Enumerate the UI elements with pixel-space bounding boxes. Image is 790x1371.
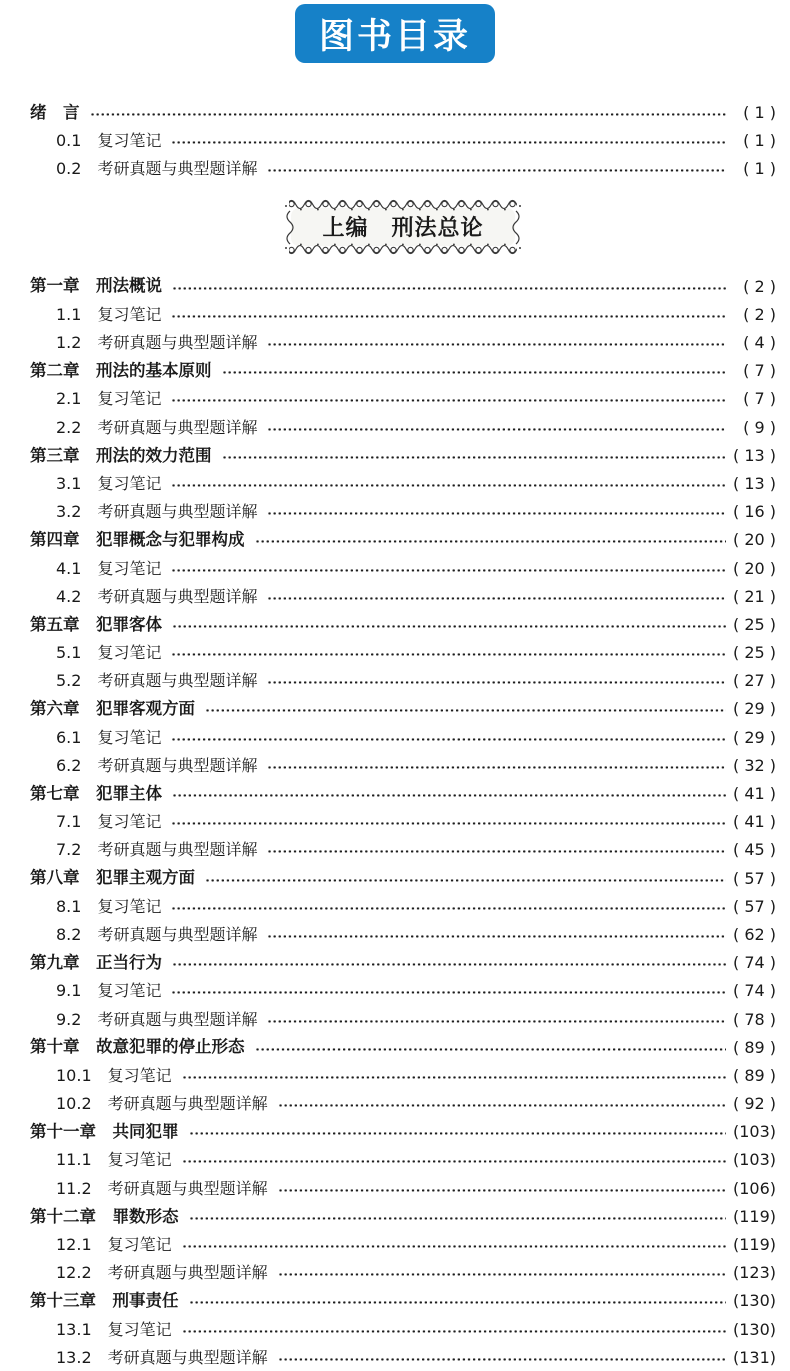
toc-entry [30,554,776,582]
toc-entry-label: 12.2 考研真题与典型题详解 [56,1263,268,1283]
dot-leader [267,596,726,601]
toc-entry [30,1259,776,1287]
dot-leader [267,680,726,685]
toc-entry-label: 13.1 复习笔记 [56,1319,172,1339]
toc-entry [30,414,776,442]
toc-entry [30,667,776,695]
toc-entry-page: ( 7 ) [743,389,776,409]
toc-entry-page: ( 62 ) [732,924,776,944]
toc-entry-label: 10.1 复习笔记 [56,1065,172,1085]
toc-entry [30,1231,776,1259]
toc-entry-label: 8.2 考研真题与典型题详解 [56,924,258,944]
toc-entry-label: 第七章 犯罪主体 [30,783,162,803]
toc-entry-page: ( 4 ) [743,333,776,353]
toc-entry [30,780,776,808]
toc-entry-page: ( 25 ) [732,614,776,634]
dot-leader [255,539,727,544]
toc-entry [30,921,776,949]
toc-entry-label: 2.1 复习笔记 [56,389,162,409]
toc-entry-label: 第三章 刑法的效力范围 [30,445,212,465]
dot-leader [171,906,726,911]
toc-entry [30,357,776,385]
toc-entry [30,1005,776,1033]
toc-entry-label: 11.2 考研真题与典型题详解 [56,1178,268,1198]
dot-leader [267,168,726,173]
toc-entry-page: ( 57 ) [732,896,776,916]
part-divider-frame [283,198,523,256]
dot-leader [255,1047,727,1052]
toc-entry [30,1090,776,1118]
toc-entry-page: ( 13 ) [732,445,776,465]
toc-entry [30,752,776,780]
toc-entry-page: ( 57 ) [732,868,776,888]
toc-entry-page: (131) [732,1347,776,1367]
dot-leader [172,793,726,798]
toc-entry-label: 3.1 复习笔记 [56,473,162,493]
dot-leader [171,398,726,403]
dot-leader [172,962,726,967]
toc-entry-page: (103) [732,1150,776,1170]
toc-entry-label: 7.2 考研真题与典型题详解 [56,840,258,860]
toc-entry [30,301,776,329]
toc-entry-label: 5.1 复习笔记 [56,643,162,663]
toc-entry-label: 第八章 犯罪主观方面 [30,868,195,888]
toc-entry [30,977,776,1005]
toc-entry-page: (103) [732,1122,776,1142]
toc-list [30,99,776,1371]
toc-entry-page: ( 78 ) [732,1009,776,1029]
toc-entry [30,949,776,977]
dot-leader [172,624,726,629]
toc-entry [30,1175,776,1203]
dot-leader [267,934,726,939]
catalog-header [295,4,495,63]
toc-entry [30,808,776,836]
dot-leader [189,1131,727,1136]
catalog-header-wrap [0,0,790,63]
dot-leader [172,286,726,291]
toc-entry-page: ( 1 ) [743,131,776,151]
toc-entry [30,695,776,723]
dot-leader [267,765,726,770]
toc-entry-page: (119) [732,1235,776,1255]
dot-leader [171,990,726,995]
dot-leader [267,511,726,516]
toc-entry-page: ( 92 ) [732,1094,776,1114]
toc-entry [30,1062,776,1090]
toc-entry-page: ( 89 ) [732,1037,776,1057]
dot-leader [222,370,727,375]
toc-entry-label: 第九章 正当行为 [30,952,162,972]
toc-entry [30,442,776,470]
toc-entry [30,526,776,554]
toc-entry [30,893,776,921]
dot-leader [222,455,727,460]
dot-leader [278,1357,726,1362]
toc-entry-page: ( 13 ) [732,473,776,493]
toc-entry-label: 第十三章 刑事责任 [30,1291,179,1311]
toc-entry [30,273,776,301]
dot-leader [267,342,726,347]
dot-leader [182,1159,726,1164]
dot-leader [267,849,726,854]
dot-leader [171,314,726,319]
toc-entry-page: ( 2 ) [743,276,776,296]
toc-entry-page: ( 32 ) [732,755,776,775]
toc-entry-label: 12.1 复习笔记 [56,1235,172,1255]
toc-entry-label: 第四章 犯罪概念与犯罪构成 [30,530,245,550]
dot-leader [205,878,726,883]
toc-entry [30,639,776,667]
toc-entry-label: 第十一章 共同犯罪 [30,1122,179,1142]
toc-entry-label: 9.1 复习笔记 [56,981,162,1001]
toc-entry [30,865,776,893]
toc-entry-label: 10.2 考研真题与典型题详解 [56,1094,268,1114]
dot-leader [182,1329,726,1334]
toc-entry-label: 13.2 考研真题与典型题详解 [56,1347,268,1367]
toc-entry [30,329,776,357]
toc-entry-label: 绪 言 [30,102,80,122]
toc-entry-page: ( 21 ) [732,586,776,606]
toc-entry-label: 第十二章 罪数形态 [30,1206,179,1226]
dot-leader [278,1188,726,1193]
toc-entry-label: 6.1 复习笔记 [56,727,162,747]
toc-entry-page: ( 74 ) [732,981,776,1001]
toc-entry-label: 11.1 复习笔记 [56,1150,172,1170]
toc-entry-label: 2.2 考研真题与典型题详解 [56,417,258,437]
toc-entry [30,1316,776,1344]
toc-entry-page: (130) [732,1319,776,1339]
toc-entry [30,385,776,413]
toc-entry [30,470,776,498]
toc-entry-label: 第十章 故意犯罪的停止形态 [30,1037,245,1057]
dot-leader [182,1244,726,1249]
toc-entry-page: (130) [732,1291,776,1311]
dot-leader [278,1103,726,1108]
dot-leader [171,483,726,488]
toc-entry [30,99,776,127]
toc-entry-page: ( 2 ) [743,304,776,324]
dot-leader [189,1300,727,1305]
toc-entry-label: 4.1 复习笔记 [56,558,162,578]
toc-entry-label: 第一章 刑法概说 [30,276,162,296]
toc-entry [30,583,776,611]
toc-entry-page: ( 1 ) [743,103,776,123]
dot-leader [171,140,726,145]
toc-entry-label: 0.2 考研真题与典型题详解 [56,159,258,179]
toc-entry-label: 7.1 复习笔记 [56,812,162,832]
toc-entry-page: ( 29 ) [732,699,776,719]
part-divider [30,198,776,256]
toc-entry [30,611,776,639]
page-title: 图书目录 [318,16,471,57]
toc-entry-page: ( 29 ) [732,727,776,747]
toc-entry [30,1344,776,1371]
toc-entry [30,1034,776,1062]
dot-leader [267,427,726,432]
toc-entry [30,1203,776,1231]
toc-entry-label: 第六章 犯罪客观方面 [30,699,195,719]
toc-entry-page: ( 9 ) [743,417,776,437]
dot-leader [171,737,726,742]
toc-entry-page: ( 41 ) [732,812,776,832]
toc-entry [30,498,776,526]
toc-entry-page: (119) [732,1206,776,1226]
dot-leader [278,1272,726,1277]
toc-entry-page: ( 1 ) [743,159,776,179]
dot-leader [171,652,726,657]
toc-entry-label: 1.2 考研真题与典型题详解 [56,333,258,353]
toc-entry [30,724,776,752]
toc-entry-page: ( 41 ) [732,784,776,804]
toc-entry-page: ( 74 ) [732,953,776,973]
toc-entry [30,1118,776,1146]
toc-entry-label: 8.1 复习笔记 [56,896,162,916]
toc-entry [30,1146,776,1174]
toc-entry-label: 6.2 考研真题与典型题详解 [56,755,258,775]
toc-entry [30,127,776,155]
dot-leader [171,568,726,573]
part-title: 上编 刑法总论 [322,216,484,242]
toc-entry-page: ( 20 ) [732,530,776,550]
toc-entry-page: ( 89 ) [732,1065,776,1085]
toc-entry [30,836,776,864]
dot-leader [267,1019,726,1024]
toc-entry-page: ( 20 ) [732,558,776,578]
toc-entry-label: 1.1 复习笔记 [56,304,162,324]
toc-entry-page: ( 7 ) [743,361,776,381]
toc-entry [30,1287,776,1315]
toc-entry-label: 第二章 刑法的基本原则 [30,360,212,380]
toc-entry-page: ( 25 ) [732,643,776,663]
dot-leader [182,1075,726,1080]
toc-entry-page: (106) [732,1178,776,1198]
toc-entry-label: 5.2 考研真题与典型题详解 [56,671,258,691]
toc-entry [30,155,776,183]
toc-entry-page: ( 16 ) [732,502,776,522]
toc-entry-label: 0.1 复习笔记 [56,131,162,151]
toc-entry-label: 9.2 考研真题与典型题详解 [56,1009,258,1029]
toc-entry-page: ( 45 ) [732,840,776,860]
toc-entry-page: (123) [732,1263,776,1283]
dot-leader [171,821,726,826]
toc-entry-label: 4.2 考研真题与典型题详解 [56,586,258,606]
dot-leader [90,112,727,117]
toc-entry-label: 第五章 犯罪客体 [30,614,162,634]
dot-leader [189,1216,727,1221]
toc-entry-page: ( 27 ) [732,671,776,691]
toc-entry-label: 3.2 考研真题与典型题详解 [56,502,258,522]
dot-leader [205,708,726,713]
